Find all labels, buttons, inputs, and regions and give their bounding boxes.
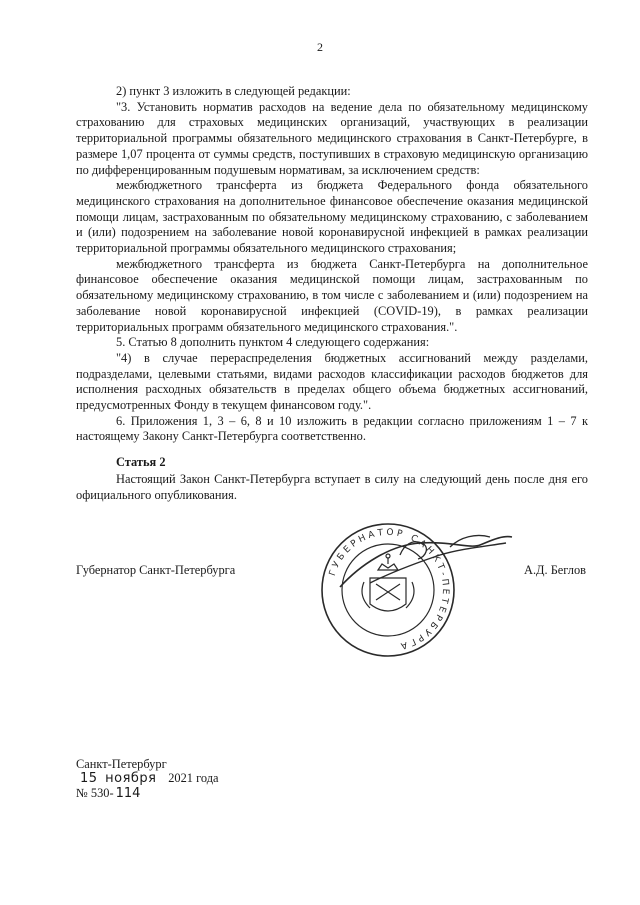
- paragraph-point-2: 2) пункт 3 изложить в следующей редакции:: [116, 84, 351, 98]
- paragraph-point-4-text: "4) в случае перераспределения бюджетных ассигнований между разделами, подразделами, целевыми статьями, видами расходов классификации расходов бюджетов для исполнения расходных обязательств в пределах общего объема бюджетных ассигнований, предусмотренных Фонду в текущем финансовом году.".: [76, 350, 588, 413]
- law-number-prefix: № 530-: [76, 786, 114, 800]
- article-heading: Статья 2: [116, 455, 166, 469]
- document-body: [76, 84, 588, 445]
- handwritten-signature: [330, 525, 520, 605]
- place-of-signing: Санкт-Петербург: [76, 757, 167, 771]
- paragraph-federal-transfer: межбюджетного трансферта из бюджета Федерального фонда обязательного медицинского страхования на дополнительное финансовое обеспечение оказания медицинской помощи лицам, застрахованным по обязательному медицинскому страхованию, с заболеванием и (или) подозрением на заболевание новой коронавирусной инфекцией в рамках реализации территориальной программы обязательного медицинского страхования;: [76, 178, 588, 256]
- law-number: [76, 786, 140, 801]
- signer-name: А.Д. Беглов: [524, 563, 586, 577]
- signing-date: [80, 771, 219, 786]
- paragraph-spb-transfer: межбюджетного трансферта из бюджета Санкт-Петербурга на дополнительное финансовое обеспечение оказания медицинской помощи лицам, застрахованным по обязательному медицинскому страхованию, в том числе с заболеванием и (или) подозрением на заболевание новой коронавирусной инфекцией (COVID-19), в рамках реализации территориальных программ обязательного медицинского страхования.".: [76, 256, 588, 334]
- paragraph-article-8: 5. Статью 8 дополнить пунктом 4 следующего содержания:: [116, 335, 430, 350]
- paragraph-point-3-text: "3. Установить норматив расходов на ведение дела по обязательному медицинскому страхованию для страховых медицинских организаций, участвующих в реализации территориальной программы обязательного медицинского страхования в Санкт-Петербурге, в размере 1,07 процента от суммы средств, поступивших в страховую медицинскую организацию по дифференцированным подушевым нормативам, за исключением средств:: [76, 99, 588, 177]
- date-day: 15: [80, 771, 98, 786]
- date-year: 2021 года: [168, 771, 219, 785]
- svg-text:ГУБЕРНАТОР САНКТ-ПЕТЕРБУРГА: ГУБЕРНАТОР САНКТ-ПЕТЕРБУРГА: [327, 527, 451, 652]
- signer-title: Губернатор Санкт-Петербурга: [76, 563, 236, 577]
- date-month: ноября: [105, 771, 157, 786]
- paragraph-appendices: 6. Приложения 1, 3 – 6, 8 и 10 изложить в редакции согласно приложениям 1 – 7 к настоящему Закону Санкт-Петербурга соответственно.: [76, 413, 588, 444]
- law-number-value: 114: [115, 786, 141, 801]
- article-body: [76, 472, 588, 503]
- page-number: 2: [317, 40, 323, 54]
- article-paragraph: Настоящий Закон Санкт-Петербурга вступает в силу на следующий день после дня его официального опубликования.: [76, 472, 588, 502]
